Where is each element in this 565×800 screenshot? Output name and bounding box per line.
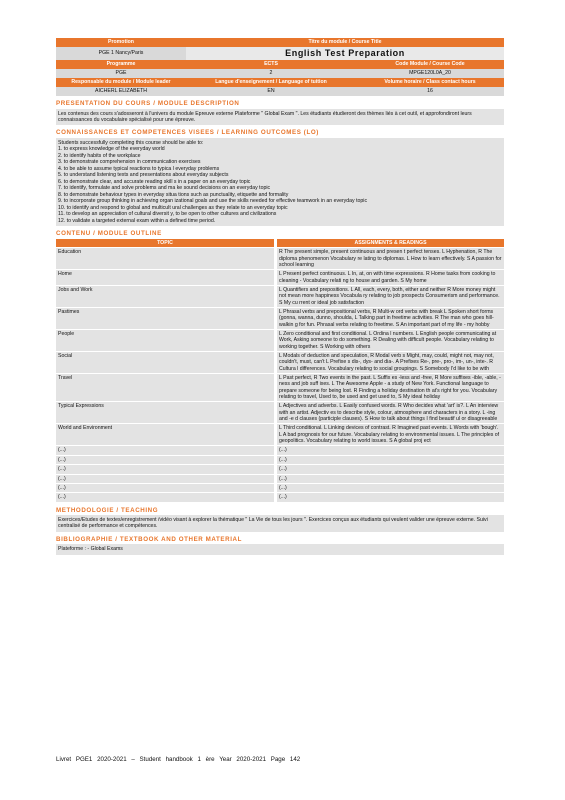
outline-content: (...) [277,465,504,474]
outline-content: L Past perfect, R Two events in the past. L Suffix es -less and -free, R More suffixes -ible, -able, -ness and job suff ixes. L The Awesome Apple - a study of New York. Functional language to prepare someone for being lost. R Finding a holiday destination th at's right for you. Vocabulary relating to travel, Used to, be used and get used to, S My ideal holiday [277,374,504,402]
outline-content: R The present simple, present continuous and presen t perfect tenses. L Hyphenation, R The diploma phenomenon Vocabulary re lating to diplomas. L How to learn effectively. S A passion for school learning [277,248,504,270]
outline-row [56,285,504,307]
bibliography-title: BIBLIOGRAPHIE / TEXTBOOK AND OTHER MATERIAL [56,535,242,543]
outline-table [56,239,504,503]
outline-topic: Travel [56,374,274,402]
outline-topic: Pastimes [56,307,274,329]
header-table [56,38,504,96]
objective-item: 6. to demonstrate clear, and accurate reading skill s in a paper on an everyday topic [58,178,251,185]
objectives-title: CONNAISSANCES ET COMPETENCES VISEES / LEARNING OUTCOMES (LO) [56,129,319,137]
outline-topic: (...) [56,474,274,483]
objective-item: 10. to identify and respond to global and multicult ural challenges as they relate to an everyday topic [58,204,288,211]
outline-row [56,455,504,464]
outline-topic: (...) [56,446,274,455]
outline-topic: Jobs and Work [56,285,274,307]
outline-content: (...) [277,483,504,492]
outline-content: (...) [277,455,504,464]
outline-row [56,329,504,351]
methodology-title: METHODOLOGIE / TEACHING [56,506,159,514]
leader-label: Responsable du module / Module leader [56,78,186,87]
outline-row [56,446,504,455]
outline-topic: Social [56,352,274,374]
outline-topic: Typical Expressions [56,402,274,424]
objective-item: 9. to incorporate group thinking in achieving organ izational goals and use the skills needed for effective teamwork in an everyday topic [58,198,368,205]
bibliography-text: Plateforme : - Global Exams [56,544,504,554]
objective-item: 7. to identify, formulate and solve problems and ma ke sound decisions on an everyday topic [58,185,271,192]
outline-content: L Present perfect continuous. L In, at, on with time expressions. R Home tasks from cooking to cleaning - Vocabulary relati ng to house and garden. S My home [277,270,504,286]
outline-content: L Modals of deduction and speculation, R Modal verb s Might, may, could, might not, may not, couldn't, must, can't L Prefixe s dis-, dys- and dia-. A Prefixes Re-, pre-, pro-, im-, un-, inte-. R Cultura l differences. Vocabulary relating to social groupings. S Somebody I'd like to be with [277,352,504,374]
course-sheet [56,38,504,555]
code-value: MPGE120L0A_20 [356,69,504,78]
outline-topic: (...) [56,455,274,464]
objectives-list [56,138,504,227]
objective-item: 5. to understand listening texts and presentations about everyday subjects [58,172,229,179]
objective-item: 8. to demonstrate behaviour types in everyday situa tions such as punctuality, etiquette and formality [58,191,289,198]
methodology-text: Exercices/Etudes de textes/enregistrement /vidéo visant à explorer la thématique " La Vie de tous les jours ". Exercices conçus aux étudiants qui veulent valider une épreuve externe. Suivi centralisé de performance et compétences. [56,515,504,532]
language-label: Langue d'enseignement / Language of tuition [186,78,356,87]
objective-item: 11. to develop an appreciation of cultural diversit y, to be open to other cultures and civilizations [58,211,277,218]
outline-row [56,483,504,492]
programme-label: Programme [56,60,186,69]
outline-title: CONTENU / MODULE OUTLINE [56,230,162,238]
objectives-intro: Students successfully completing this course should be able to: [58,139,204,146]
outline-row [56,493,504,502]
code-label: Code Module / Course Code [356,60,504,69]
outline-content: L Third conditional. L Linking devices of contrast. R Imagined past events. L Words with 'bough'. L A bad prognosis for our future. Vocabulary relating to environmental issues. L The principles of geopolitics. Vocabulary relating to world issues. S A global proj ect [277,424,504,446]
outline-topic: (...) [56,493,274,502]
outline-content: L Adjectives and adverbs. L Easily confused words. R Who decides what 'art' is?. L An interview with an artist. Adjectiv es to describe style, colour, atmosphere and characters in a story. L -ing and -e d clauses (participle clauses). S How to talk about things I find beautif ul or disagreeable [277,402,504,424]
outline-row [56,374,504,402]
outline-content: L Quantifiers and prepositions. L All, each, every, both, either and neither R More money might not mean more happiness Vocabula ry relating to job prospects Consumerism and performance. S My cu rrent or ideal job satisfaction [277,285,504,307]
programme-value: PGE [56,69,186,78]
objective-item: 4. to be able to assume typical reactions to typica l everyday problems [58,165,220,172]
outline-content: (...) [277,474,504,483]
outline-topic: People [56,329,274,351]
presentation-text: Les contenus des cours s'adosseront à l'univers du module Epreuve externe Plateforme " Global Exam ". Les étudiants étudieront des thèmes liés à cet outil, et approfondiront leurs connaissances du vocabulaire spécialisé pour une épreuve. [56,109,504,126]
objective-item: 3. to demonstrate comprehension in communication exercises [58,159,201,166]
outline-row [56,465,504,474]
outline-topic: (...) [56,465,274,474]
outline-assignments-header: ASSIGNMENTS & READINGS [277,239,504,248]
hours-label: Volume horaire / Class contact hours [356,78,504,87]
hours-value: 16 [356,87,504,96]
presentation-title: PRESENTATION DU COURS / MODULE DESCRIPTION [56,99,240,107]
outline-row [56,270,504,286]
outline-row [56,352,504,374]
module-title-label: Titre du module / Course Title [186,38,504,47]
outline-row [56,402,504,424]
outline-content: (...) [277,493,504,502]
leader-value: AICHERL ELIZABETH [56,87,186,96]
course-title: English Test Preparation [186,47,504,60]
objective-item: 12. to validate a targeted external exam within a defined time period. [58,217,216,224]
promotion-value: PGE 1 Nancy/Paris [56,47,186,60]
outline-content: (...) [277,446,504,455]
outline-content: L Zero conditional and first conditional. L Ordina l numbers. L English people communicating at Work, Asking someone to do something. R Dealing with difficult people. Vocabulary relating to working together. S Working with others [277,329,504,351]
outline-row [56,474,504,483]
outline-row [56,248,504,270]
outline-topic: (...) [56,483,274,492]
ects-label: ECTS [186,60,356,69]
language-value: EN [186,87,356,96]
outline-content: L Phrasal verbs and prepositional verbs, R Multi-w ord verbs with break L Spoken short forms (gonna, wanna, dunno, shoulda, L Talking part in freetime activities. R The man who goes hill-walkin g for fun. Phrasal verbs relating to freetime. S An important part of my life - my hobby [277,307,504,329]
ects-value: 2 [186,69,356,78]
outline-topic-header: TOPIC [56,239,274,248]
outline-topic: World and Environment [56,424,274,446]
outline-row [56,424,504,446]
outline-topic: Education [56,248,274,270]
objective-item: 2. to identify habits of the workplace [58,152,141,159]
page-footer: Livret PGE1 2020-2021 – Student handbook 1 ère Year 2020-2021 Page 142 [56,756,301,763]
outline-topic: Home [56,270,274,286]
promotion-label: Promotion [56,38,186,47]
objective-item: 1. to express knowledge of the everyday world [58,146,165,153]
outline-row [56,307,504,329]
